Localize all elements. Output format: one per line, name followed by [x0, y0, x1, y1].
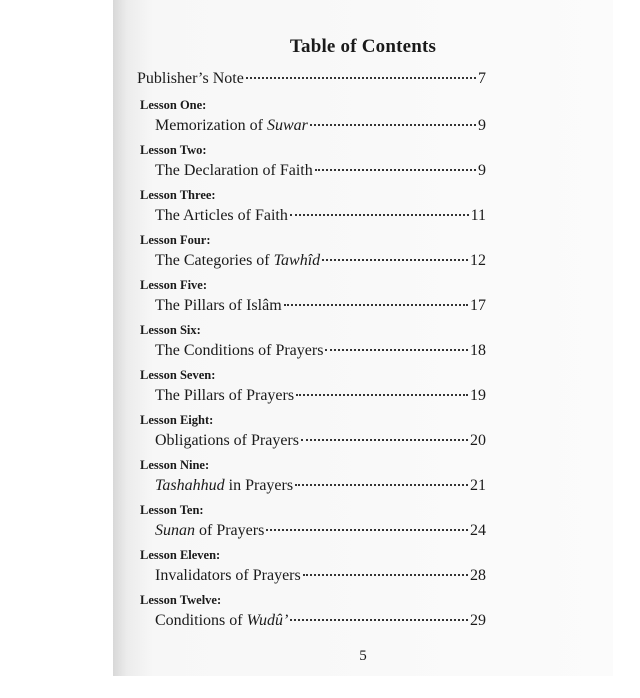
lesson-heading: Lesson Eight:: [140, 413, 214, 427]
entry-label: [155, 477, 293, 495]
lesson-heading: Lesson Nine:: [140, 458, 210, 472]
page-number: 5: [359, 648, 367, 664]
entry-label-text: Conditions of: [155, 612, 247, 629]
leader-dots: [325, 349, 468, 351]
lesson-heading: Lesson Eleven:: [140, 548, 221, 562]
lesson-entry: [155, 612, 486, 630]
entry-label: [155, 207, 288, 225]
entry-label: [155, 567, 301, 585]
entry-label-text: The Declaration of Faith: [155, 162, 313, 179]
page-title: Table of Contents: [289, 36, 437, 57]
entry-label: [155, 387, 294, 405]
leader-dots: [266, 529, 468, 531]
entry-page-number: 9: [478, 117, 486, 134]
entry-label-text: The Articles of Faith: [155, 207, 288, 224]
entry-label-italic: Sunan: [155, 522, 195, 539]
entry-page-number: 28: [470, 567, 486, 584]
entry-page-number: 29: [470, 612, 486, 629]
entry-label-text: The Conditions of Prayers: [155, 342, 324, 359]
leader-dots: [296, 394, 468, 396]
lesson-heading: Lesson Ten:: [140, 503, 204, 517]
entry-label: [155, 522, 264, 540]
lesson-entry: [155, 522, 486, 540]
lesson-heading: Lesson Six:: [140, 323, 201, 337]
entry-label-text: Memorization of: [155, 117, 267, 134]
lesson-heading: Lesson Two:: [140, 143, 207, 157]
entry-page-number: 20: [470, 432, 486, 449]
entry-page-number: 18: [470, 342, 486, 359]
entry-label: [155, 342, 323, 360]
lesson-heading: Lesson Four:: [140, 233, 211, 247]
lesson-heading: Lesson Twelve:: [140, 593, 222, 607]
entry-page-number: 7: [478, 70, 486, 87]
lesson-entry: [155, 567, 486, 585]
lesson-entry: [155, 117, 486, 135]
leader-dots: [246, 77, 476, 79]
lesson-heading: Lesson One:: [140, 98, 207, 112]
entry-page-number: 24: [470, 522, 486, 539]
entry-label: [155, 297, 282, 315]
lesson-entry: [155, 207, 486, 225]
entry-page-number: 9: [478, 162, 486, 179]
publisher-note-entry: [137, 70, 486, 88]
entry-label-suffix: in Prayers: [224, 477, 294, 494]
lesson-heading: Lesson Seven:: [140, 368, 216, 382]
entry-label: [155, 162, 313, 180]
leader-dots: [301, 439, 468, 441]
leader-dots: [290, 214, 469, 216]
lesson-heading: Lesson Five:: [140, 278, 208, 292]
leader-dots: [315, 169, 476, 171]
entry-page-number: 21: [470, 477, 486, 494]
leader-dots: [303, 574, 468, 576]
entry-label-italic: Tashahhud: [155, 477, 225, 494]
leader-dots: [295, 484, 468, 486]
entry-label: [155, 432, 299, 450]
lesson-entry: [155, 387, 486, 405]
entry-label: [155, 117, 308, 135]
lesson-heading: Lesson Three:: [140, 188, 216, 202]
entry-label-italic: Suwar: [266, 117, 308, 134]
entry-label-text: The Pillars of Islâm: [155, 297, 282, 314]
entry-page-number: 12: [470, 252, 486, 269]
entry-label-italic: Tawhîd: [273, 252, 321, 269]
book-page: [113, 0, 613, 676]
leader-dots: [290, 619, 468, 621]
entry-page-number: 19: [470, 387, 486, 404]
entry-page-number: 11: [470, 207, 486, 224]
entry-page-number: 17: [470, 297, 486, 314]
lesson-entry: [155, 252, 486, 270]
lesson-entry: [155, 477, 486, 495]
leader-dots: [284, 304, 468, 306]
entry-label-text: The Pillars of Prayers: [155, 387, 295, 404]
entry-label: [155, 612, 288, 630]
lesson-entry: [155, 342, 486, 360]
lesson-entry: [155, 297, 486, 315]
entry-label: Publisher’s Note: [137, 70, 244, 87]
leader-dots: [310, 124, 476, 126]
entry-label-text: Obligations of Prayers: [155, 432, 299, 449]
entry-label-italic: Wudû’: [246, 612, 289, 629]
entry-label-text: The Categories of: [155, 252, 274, 269]
lesson-entry: [155, 162, 486, 180]
entry-label-text: Invalidators of Prayers: [155, 567, 301, 584]
lesson-entry: [155, 432, 486, 450]
entry-label: [155, 252, 320, 270]
entry-label-suffix: of Prayers: [195, 522, 265, 539]
table-of-contents: [113, 0, 613, 676]
leader-dots: [322, 259, 468, 261]
